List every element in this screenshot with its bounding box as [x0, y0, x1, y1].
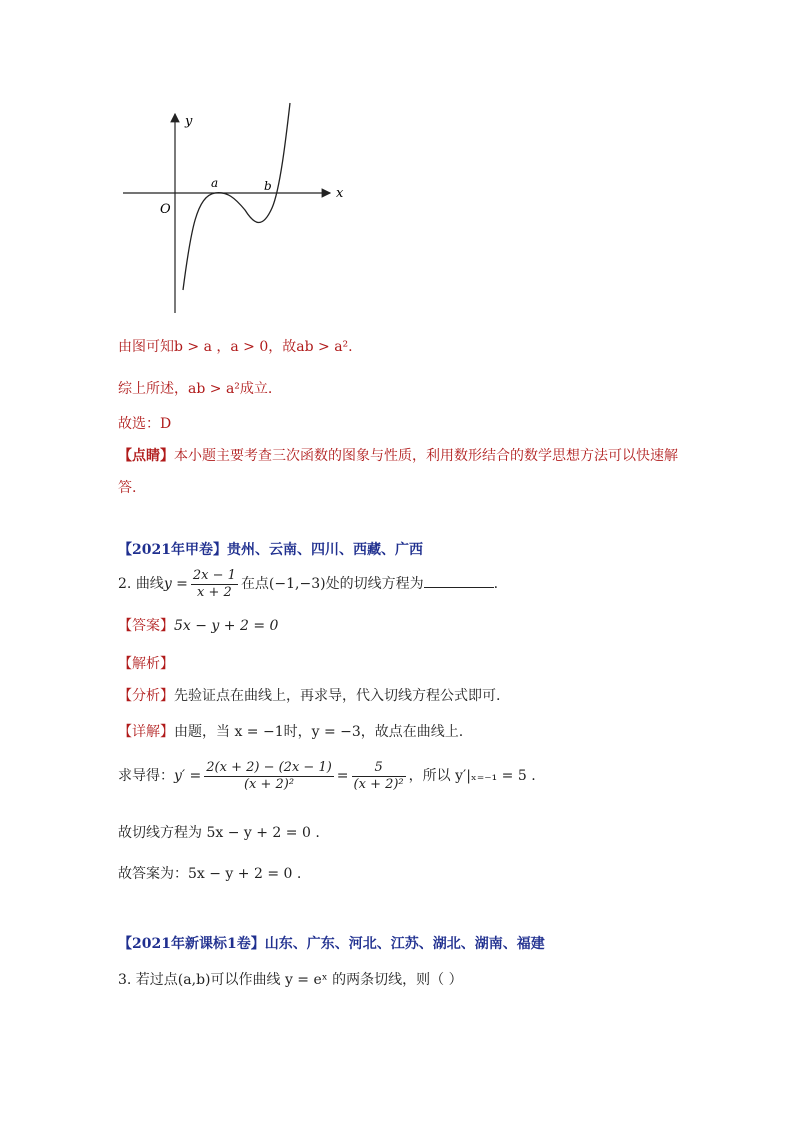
xiangjie-line [118, 722, 463, 742]
cubic-graph [115, 98, 355, 320]
question-number: 2. [118, 576, 132, 592]
derivative-num-2: 5 [352, 760, 406, 777]
question-2 [118, 566, 498, 602]
xiangjie-text: 由题，当 x = −1时，y = −3，故点在曲线上. [174, 724, 464, 740]
function-fraction [191, 568, 238, 601]
fraction-denominator: x + 2 [197, 584, 232, 600]
derivative-fraction-1 [204, 760, 334, 793]
cubic-curve [183, 103, 290, 290]
fraction-numerator: 2x − 1 [192, 567, 236, 583]
derivative-prefix: 求导得： [118, 768, 174, 784]
question-middle: 在点(−1,−3)处的切线方程为 [240, 576, 424, 592]
analysis-header [118, 654, 174, 674]
derivative-lhs: y′ = [174, 768, 202, 784]
final-answer-line: 故答案为：5x − y + 2 = 0 . [118, 866, 302, 882]
question-3: 3. 若过点(a,b)可以作曲线 y = eˣ 的两条切线，则（ ） [118, 972, 463, 988]
conclusion-line-1: 由图可知b > a ，a > 0，故ab > a². [118, 339, 353, 355]
fenxi-line [118, 686, 500, 706]
derivative-num-1: 2(x + 2) − (2x − 1) [206, 759, 332, 775]
remark-text: 本小题主要考查三次函数的图象与性质，利用数形结合的数学思想方法可以快速解 [174, 448, 678, 464]
section-header-2021-xinkebiao: 【2021年新课标1卷】山东、广东、河北、江苏、湖北、湖南、福建 [118, 936, 545, 952]
tangent-line-eq: 故切线方程为 5x − y + 2 = 0 . [118, 825, 320, 841]
question-suffix: . [493, 576, 499, 592]
question-prefix: 曲线 [135, 576, 164, 592]
derivative-den-1: (x + 2)² [243, 776, 295, 792]
derivative-den-2: (x + 2)² [353, 776, 404, 792]
conclusion-line-2: 综上所述，ab > a²成立. [118, 381, 273, 397]
analysis-tag: 【解析】 [118, 656, 174, 672]
fenxi-text: 先验证点在曲线上，再求导，代入切线方程公式即可. [174, 688, 501, 704]
derivative-fraction-2 [352, 760, 406, 793]
origin-label: O [160, 202, 171, 217]
derivative-line [118, 756, 536, 796]
fenxi-tag: 【分析】 [118, 688, 174, 704]
answer-text: 5x − y + 2 = 0 [174, 618, 279, 634]
y-axis-label: y [185, 114, 193, 129]
derivative-suffix: ，所以 y′|ₓ₌₋₁ = 5 . [408, 768, 536, 784]
function-lhs: y = [163, 576, 188, 592]
point-b-label: b [264, 179, 272, 193]
remark-line [118, 446, 678, 466]
choice-line: 故选：D [118, 416, 172, 432]
derivative-equals: = [336, 768, 349, 784]
answer-line [118, 616, 278, 636]
point-a-label: a [211, 176, 219, 190]
answer-blank [424, 573, 494, 588]
remark-line-cont: 答. [118, 480, 137, 496]
x-axis-label: x [336, 186, 344, 201]
remark-tag: 【点睛】 [118, 448, 174, 464]
xiangjie-tag: 【详解】 [118, 724, 174, 740]
section-header-2021-jia: 【2021年甲卷】贵州、云南、四川、西藏、广西 [118, 542, 423, 558]
answer-tag: 【答案】 [118, 618, 174, 634]
